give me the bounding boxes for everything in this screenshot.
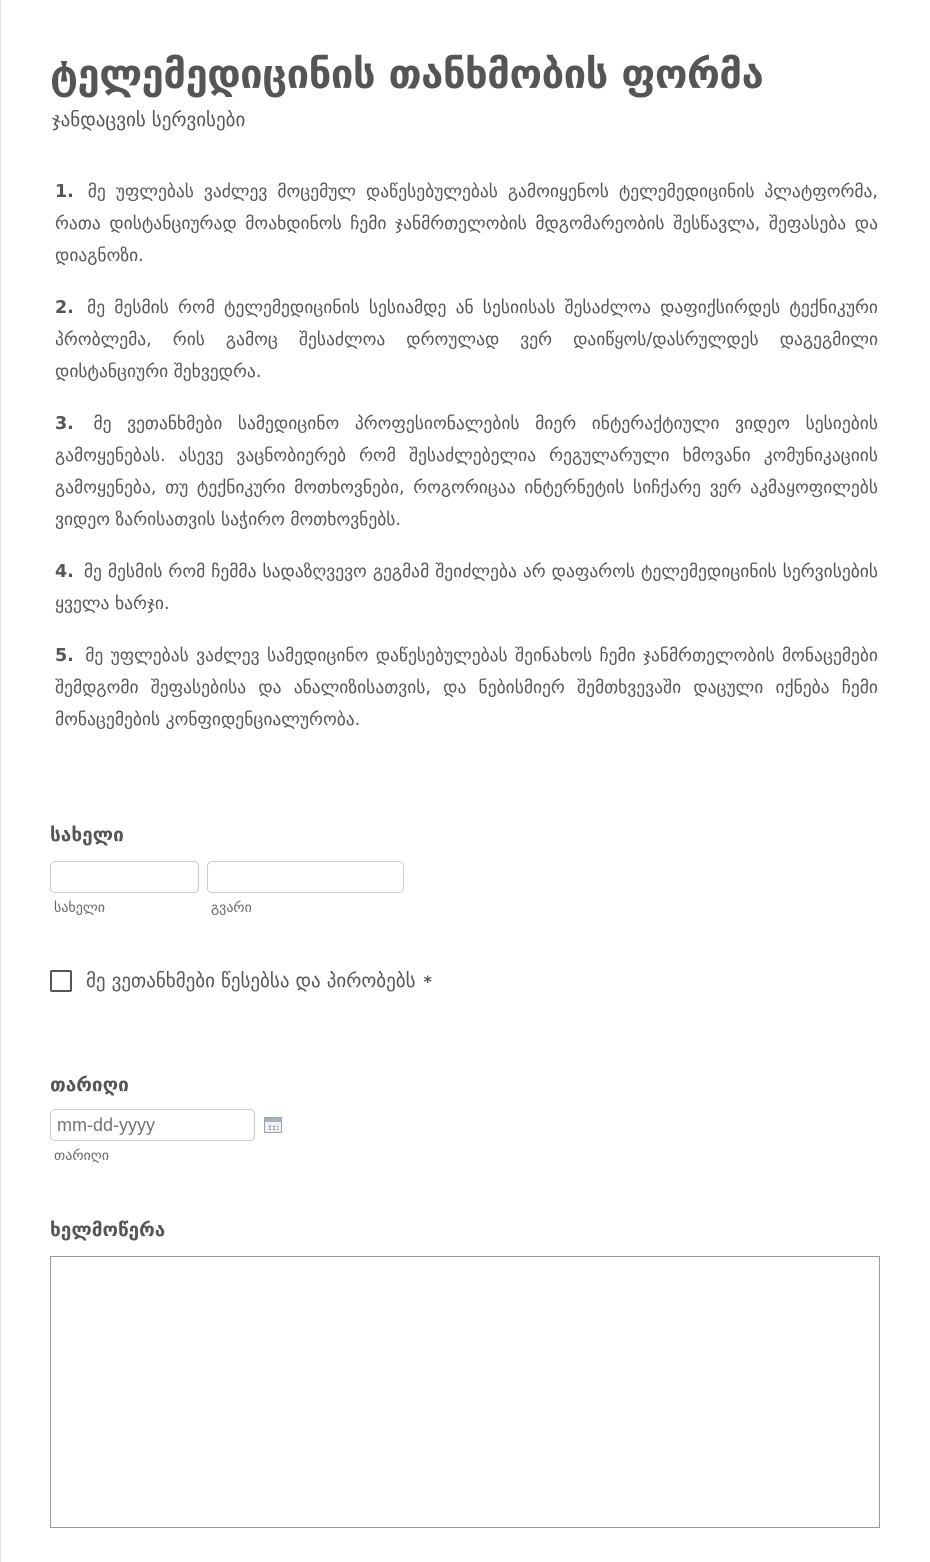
- name-inputs: [50, 861, 404, 893]
- last-name-sublabel: გვარი: [211, 900, 252, 916]
- signature-field-group: [50, 1218, 880, 1528]
- signature-pad[interactable]: [50, 1256, 880, 1528]
- form-title: ტელემედიცინის თანხმობის ფორმა: [50, 52, 764, 98]
- term-paragraph-1: [55, 176, 878, 272]
- term-text: მე მესმის რომ ჩემმა სადაზღვევო გეგმამ შეიძლება არ დაფაროს ტელემედიცინის სერვისების ყველა ხარჯი.: [55, 562, 878, 614]
- first-name-sublabel: სახელი: [54, 900, 105, 916]
- form-subtitle: ჯანდაცვის სერვისები: [52, 109, 246, 131]
- first-name-input[interactable]: [50, 861, 199, 893]
- terms-agreement-label[interactable]: მე ვეთანხმები წესებსა და პირობებს: [86, 970, 416, 992]
- date-label: თარიღი: [50, 1074, 129, 1096]
- signature-label: ხელმოწერა: [50, 1219, 166, 1241]
- term-paragraph-4: [55, 556, 878, 620]
- term-paragraph-5: [55, 640, 878, 736]
- term-number: 5.: [55, 646, 74, 666]
- term-paragraph-3: [55, 408, 878, 536]
- name-label: სახელი: [50, 824, 124, 846]
- required-asterisk: *: [423, 971, 432, 991]
- terms-agreement-checkbox[interactable]: [50, 970, 72, 992]
- date-input-row: [50, 1109, 282, 1141]
- term-number: 3.: [55, 414, 74, 434]
- terms-list: [50, 176, 880, 736]
- term-paragraph-2: [55, 292, 878, 388]
- term-text: მე უფლებას ვაძლევ მოცემულ დაწესებულებას გამოიყენოს ტელემედიცინის პლატფორმა, რათა დისტანციურად მოახდინოს ჩემი ჯანმრთელობის მდგომარეობის შესწავლა, შეფასება და დიაგნოზი.: [55, 182, 878, 266]
- calendar-icon[interactable]: [264, 1117, 282, 1133]
- term-number: 1.: [55, 182, 74, 202]
- name-sublabels: [50, 893, 404, 917]
- term-text: მე უფლებას ვაძლევ სამედიცინო დაწესებულებას შეინახოს ჩემი ჯანმრთელობის მონაცემები შემდგომი შეფასებისა და ანალიზისათვის, და ნებისმიერ შემთხვევაში დაცული იქნება ჩემი მონაცემების კონფიდენციალურობა.: [55, 646, 878, 730]
- page-left-border: [0, 0, 1, 1562]
- term-text: მე მესმის რომ ტელემედიცინის სესიამდე ან სესიისას შესაძლოა დაფიქსირდეს ტექნიკური პრობლემა, რის გამოც შესაძლოა დროულად ვერ დაიწყოს/დასრულდეს დაგეგმილი დისტანციური შეხვედრა.: [55, 298, 878, 382]
- last-name-input[interactable]: [207, 861, 404, 893]
- date-input[interactable]: [50, 1109, 255, 1141]
- consent-form: [50, 0, 880, 1241]
- terms-agreement-row: [50, 970, 432, 992]
- term-number: 4.: [55, 562, 74, 582]
- date-field-group: [50, 1073, 282, 1165]
- term-text: მე ვეთანხმები სამედიცინო პროფესიონალების მიერ ინტერაქტიული ვიდეო სესიების გამოყენებას. ასევე ვაცნობიერებ რომ შესაძლებელია რეგულარული ხმოვანი კომუნიკაციის გამოყენება, თუ ტექნიკური მოთხოვნები, როგორიცაა ინტერნეტის სიჩქარე ვერ აკმაყოფილებს ვიდეო ზარისათვის საჭირო მოთხოვნებს.: [55, 414, 878, 530]
- date-sublabel: თარიღი: [54, 1148, 109, 1164]
- term-number: 2.: [55, 298, 74, 318]
- name-field-group: [50, 823, 404, 917]
